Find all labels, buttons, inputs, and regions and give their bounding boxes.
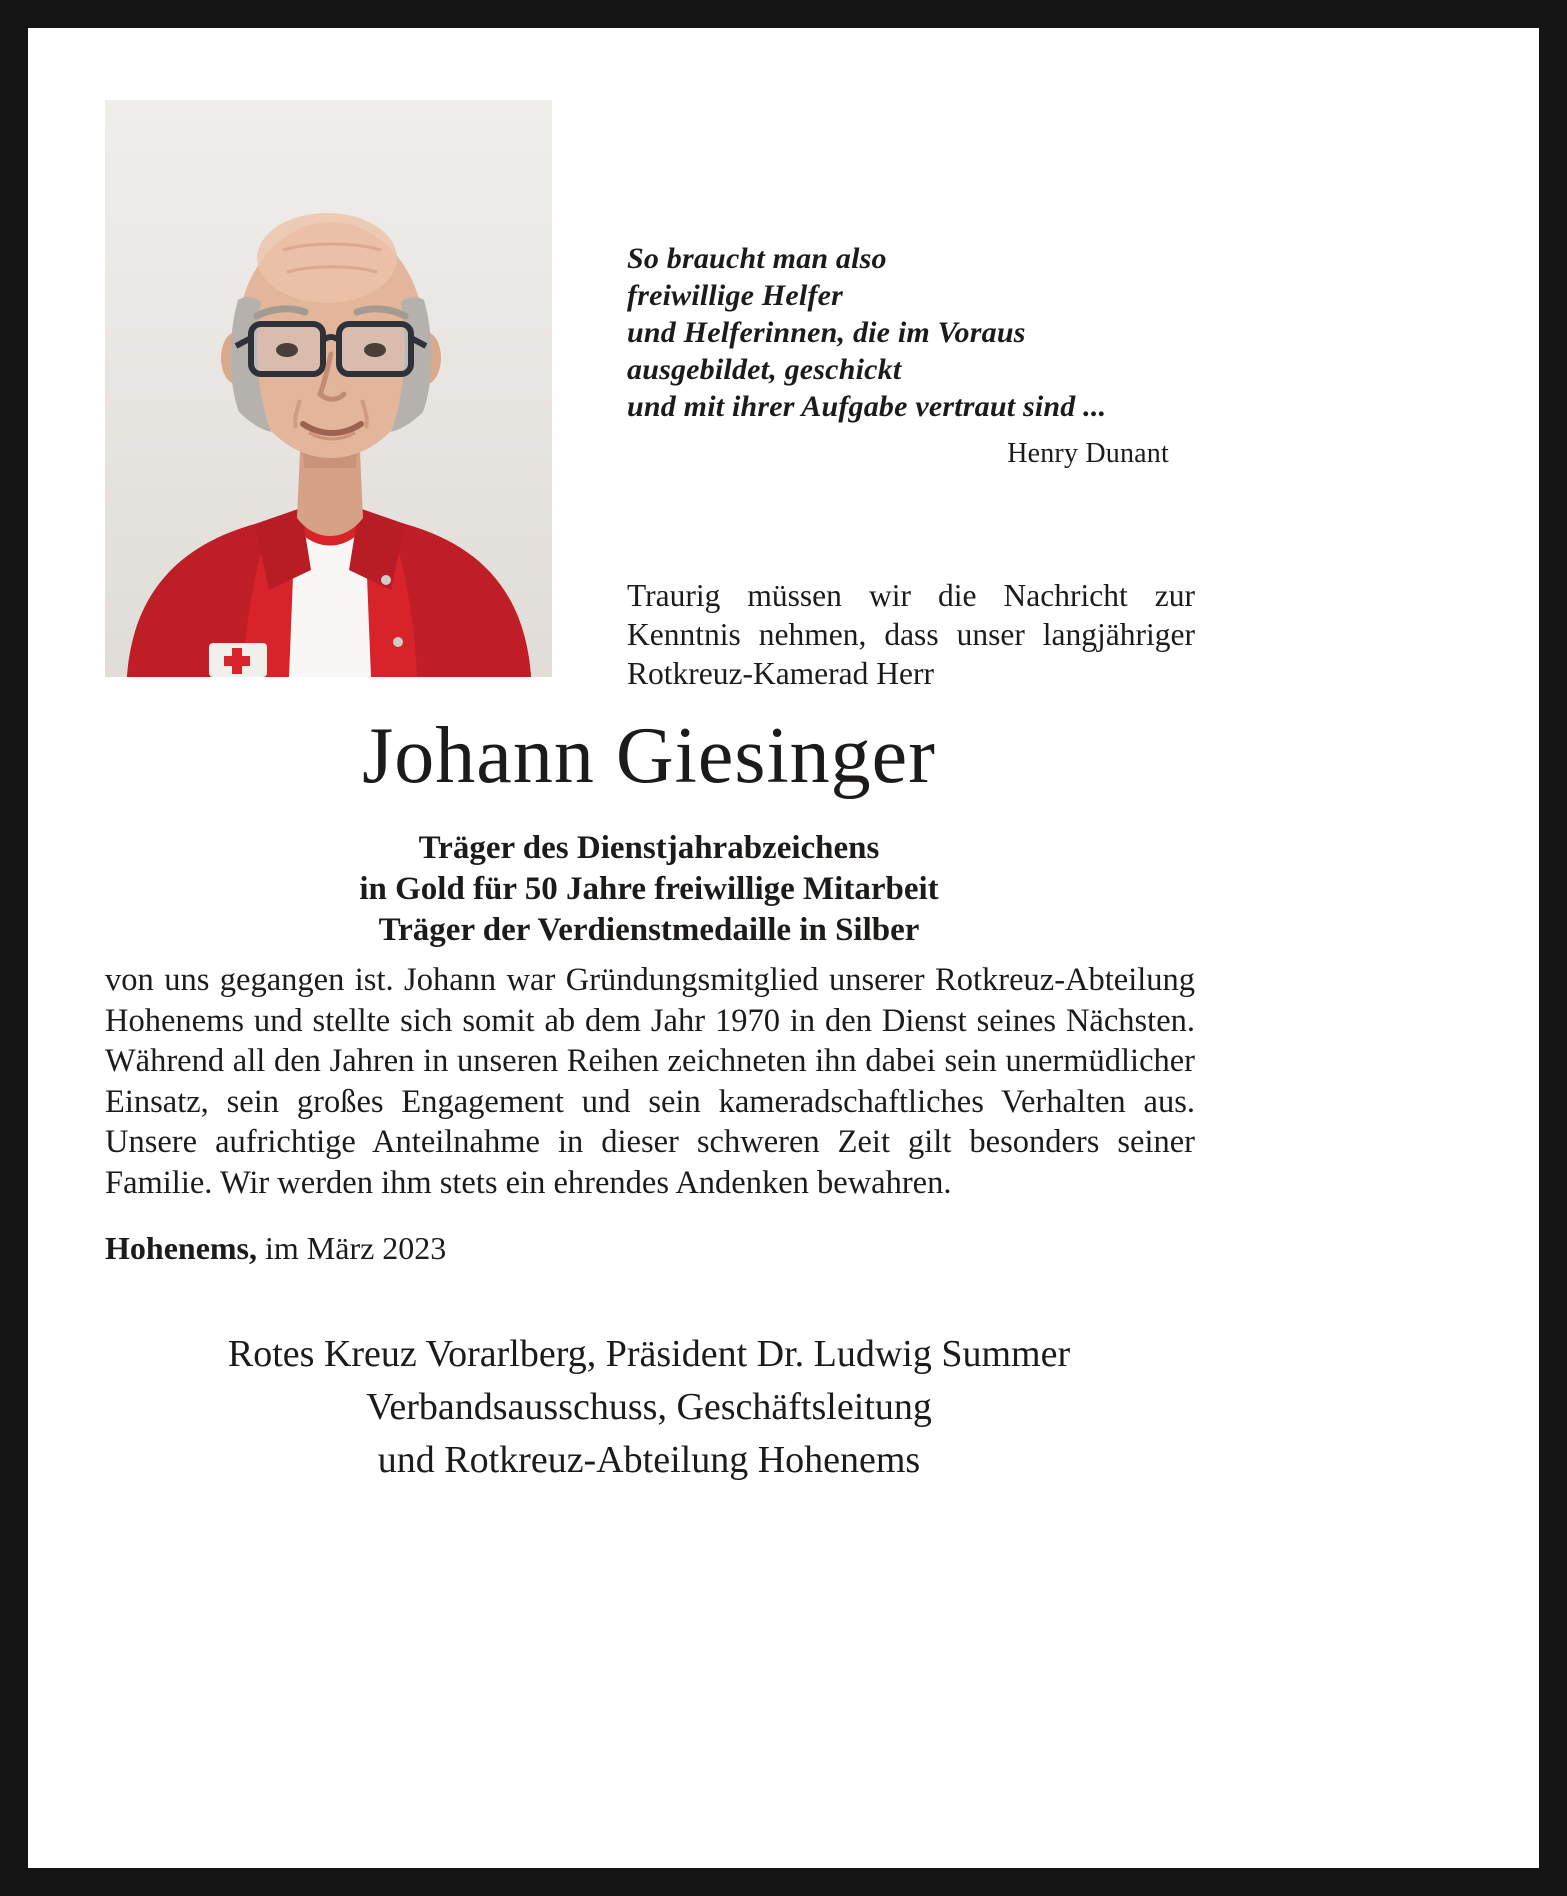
honor-line: Träger der Verdienstmedaille in Silber xyxy=(378,912,920,948)
signature-line: Verbandsausschuss, Geschäftsleitung xyxy=(366,1386,932,1428)
portrait-photo xyxy=(105,100,552,677)
signature-line: und Rotkreuz-Abteilung Hohenems xyxy=(377,1439,921,1481)
place: Hohenems, xyxy=(105,1230,257,1266)
obituary-body: von uns gegangen ist. Johann war Gründungsmitglied unserer Rotkreuz-Abteilung Hohenems und stellte sich somit ab dem Jahr 1970 in den Dienst seines Nächsten. Während all den Jahren in unseren Reihen zeichneten ihn dabei sein unermüdlicher Einsatz, sein großes Engagement und sein kameradschaftliches Verhalten aus. Unsere aufrichtige Anteilnahme in dieser schweren Zeit gilt besonders seiner Familie. Wir werden ihm stets ein ehrendes Andenken bewahren. xyxy=(105,962,1195,1201)
honor-line: Träger des Dienstjahrabzeichens xyxy=(418,830,880,866)
place-date xyxy=(105,1230,1005,1267)
quote-line: und mit ihrer Aufgabe vertraut sind ... xyxy=(627,390,1107,423)
deceased-name: Johann Giesinger xyxy=(362,712,936,800)
date: im März 2023 xyxy=(265,1230,447,1266)
honors-block xyxy=(105,828,1193,951)
intro-text: Traurig müssen wir die Nachricht zur Kenntnis nehmen, dass unser langjähriger Rotkreuz-Kamerad Herr xyxy=(627,578,1195,691)
quote-line: So braucht man also xyxy=(627,242,887,275)
quote-attribution: Henry Dunant xyxy=(1007,438,1169,469)
signature-line: Rotes Kreuz Vorarlberg, Präsident Dr. Ludwig Summer xyxy=(227,1333,1071,1375)
quote-line: und Helferinnen, die im Voraus xyxy=(627,316,1026,349)
quote-line: ausgebildet, geschickt xyxy=(627,353,902,386)
quote-block xyxy=(627,240,1187,472)
portrait-illustration xyxy=(105,100,552,677)
honor-line: in Gold für 50 Jahre freiwillige Mitarbeit xyxy=(359,871,939,907)
signature-block xyxy=(105,1328,1193,1487)
quote-line: freiwillige Helfer xyxy=(627,279,844,312)
